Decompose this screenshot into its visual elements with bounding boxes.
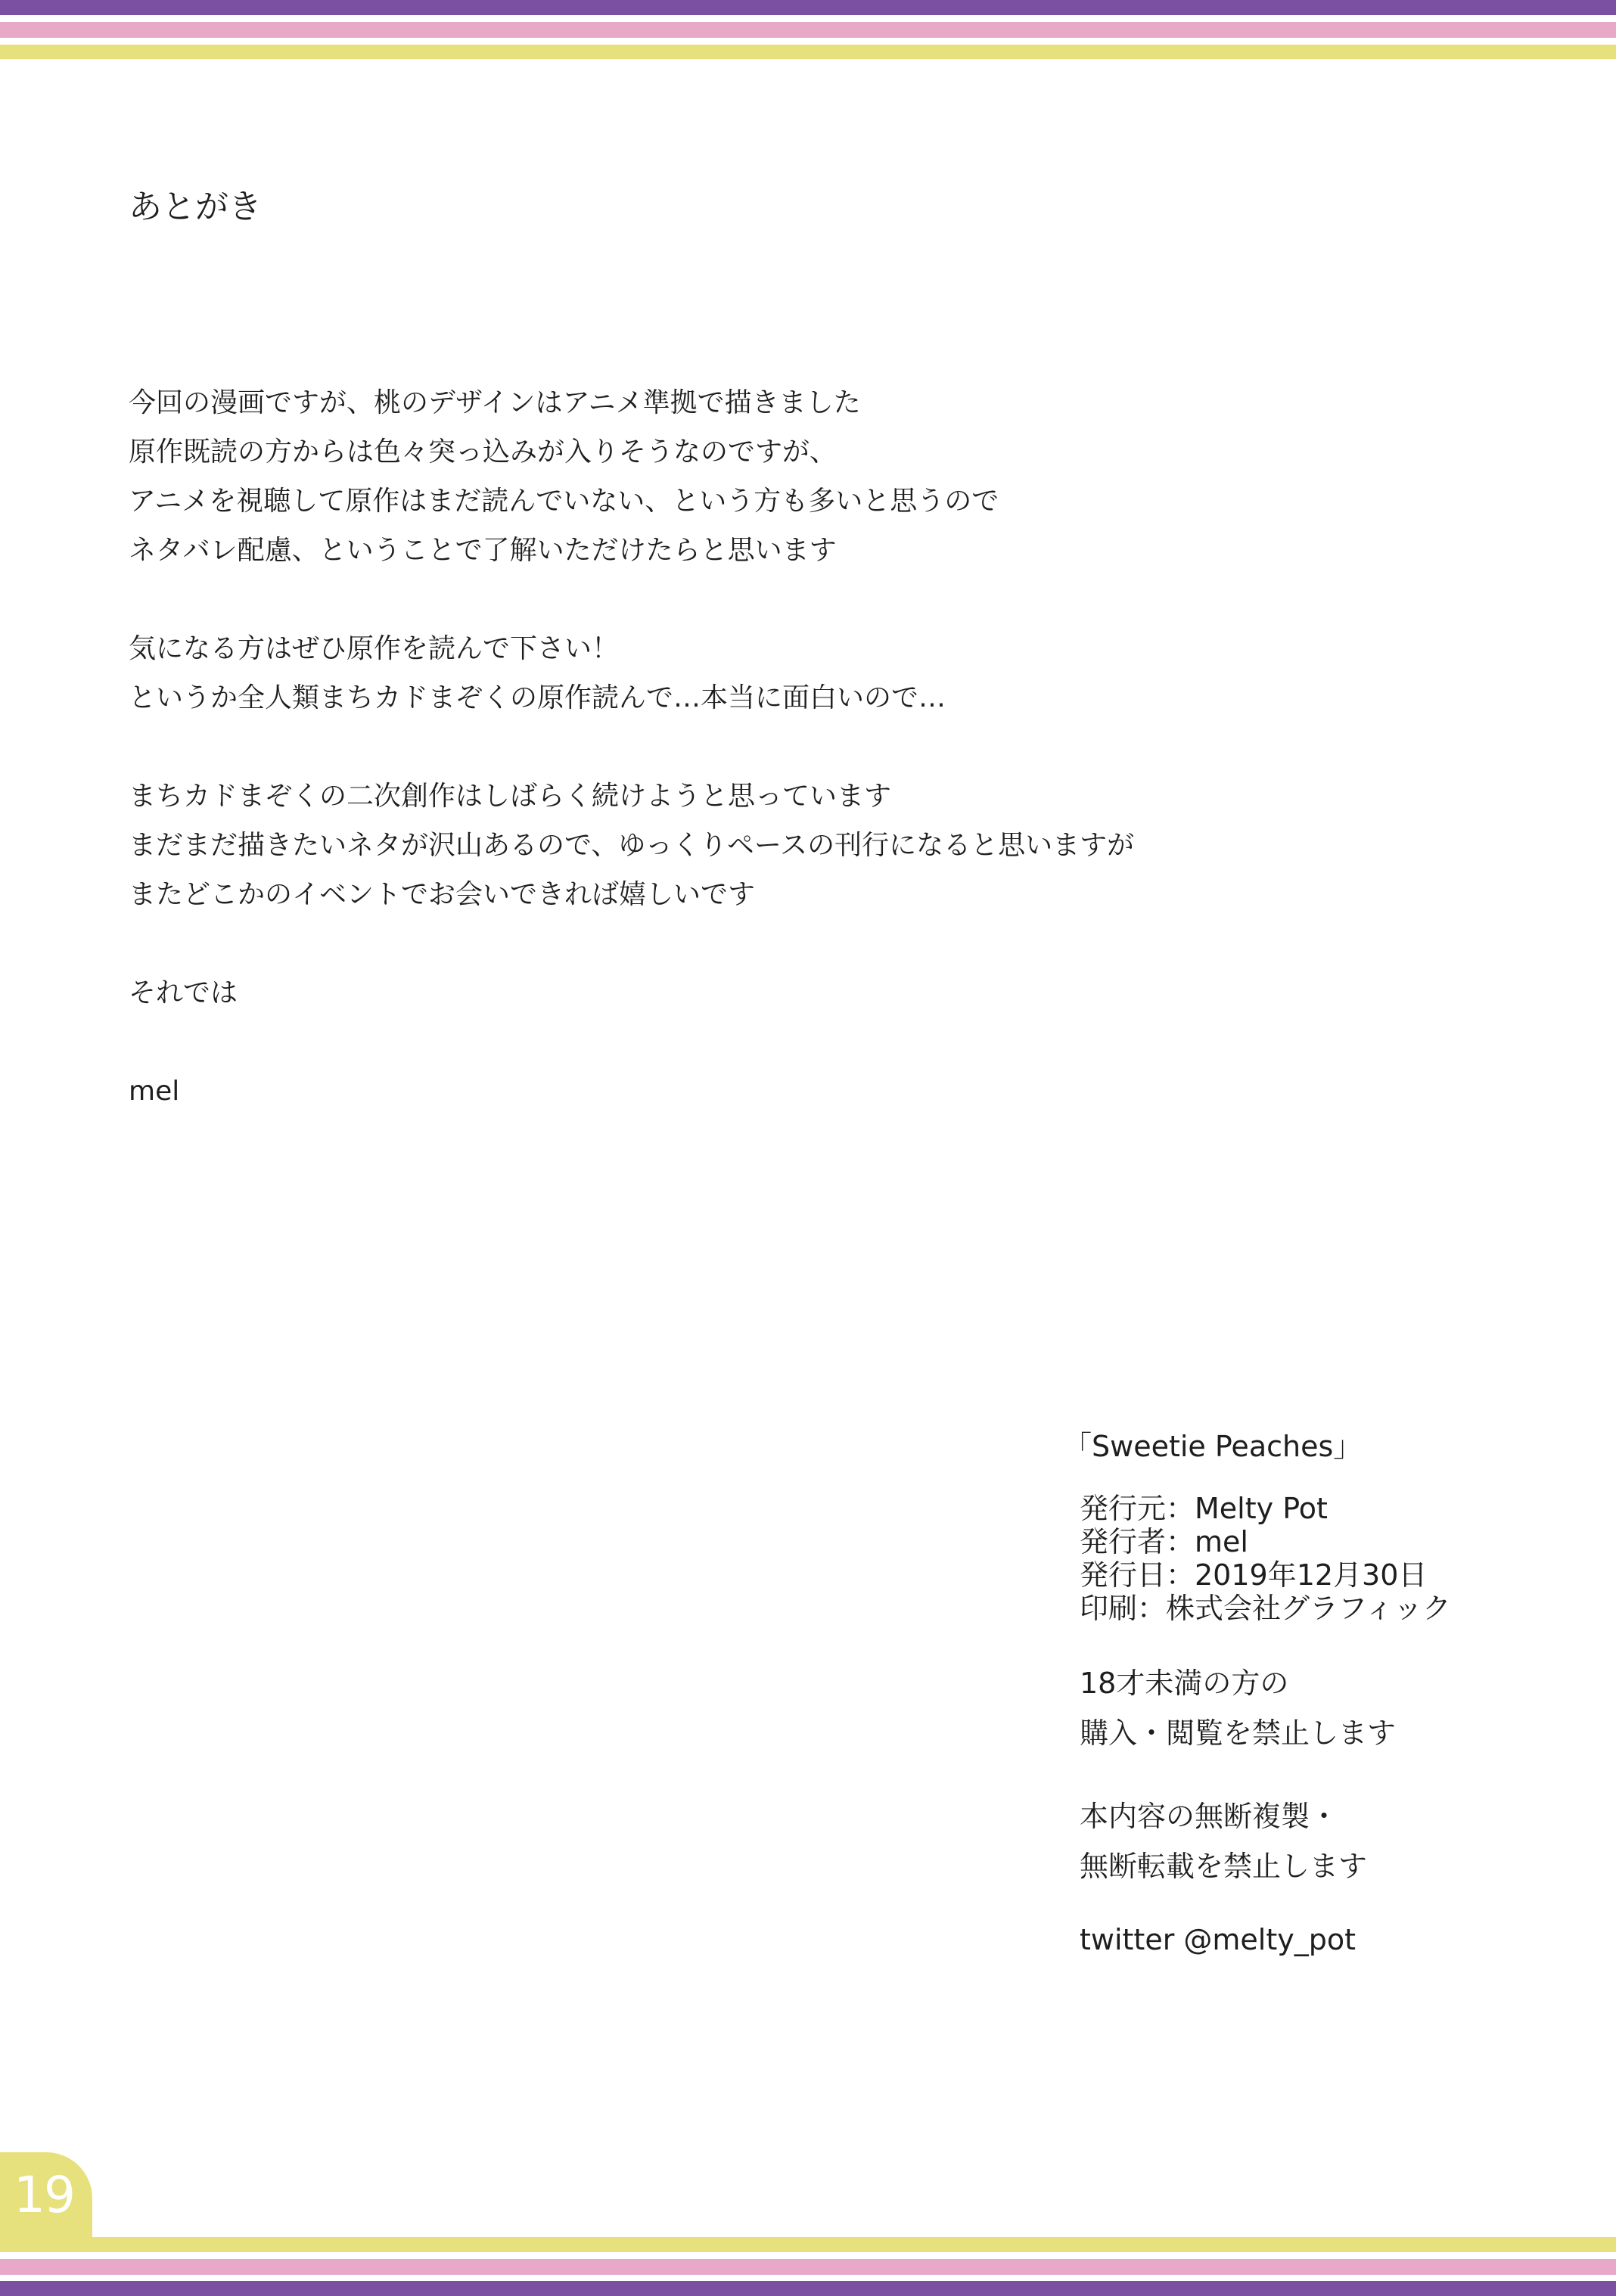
afterword-paragraph <box>129 772 1263 919</box>
notice-line: 本内容の無断複製・ <box>1080 1800 1339 1833</box>
page-number: 19 <box>14 2166 74 2224</box>
closing-line <box>129 968 1263 1018</box>
afterword-paragraph <box>129 378 1263 575</box>
text-line: まだまだ描きたいネタが沢山あるので、ゆっくりペースの刊行になると思いますが <box>129 830 1135 861</box>
author-signature <box>129 1067 1263 1116</box>
text-line: またどこかのイベントでお会いできれば嬉しいです <box>129 879 756 910</box>
copyright-notice <box>1080 1791 1593 1891</box>
text-line: 気になる方はぜひ原作を読んで下さい！ <box>129 633 620 664</box>
text-line: mel <box>129 1076 180 1107</box>
publish-date-line: 発行日：2019年12月30日 <box>1080 1558 1428 1592</box>
text-line: 原作既読の方からは色々突っ込みが入りそうなのですが、 <box>129 437 838 468</box>
afterword-body <box>129 378 1263 1165</box>
notice-line: 18才未満の方の <box>1080 1667 1289 1700</box>
page-number-badge <box>0 2152 92 2245</box>
colophon <box>1063 1430 1593 1956</box>
bottom-yellow-stripe <box>0 2237 1616 2252</box>
text-line: ネタバレ配慮、ということで了解いただけたらと思います <box>129 535 837 566</box>
bottom-purple-stripe <box>0 2281 1616 2296</box>
afterword-title: あとがき <box>129 188 262 226</box>
age-restriction-notice <box>1080 1658 1593 1758</box>
text-line: アニメを視聴して原作はまだ読んでいない、という方も多いと思うので <box>129 486 999 517</box>
notice-line: 無断転載を禁止します <box>1080 1850 1368 1883</box>
notice-line: 購入・閲覧を禁止します <box>1080 1717 1397 1750</box>
top-pink-stripe <box>0 22 1616 38</box>
text-line: 今回の漫画ですが、桃のデザインはアニメ準拠で描きました <box>129 387 861 418</box>
text-line: まちカドまぞくの二次創作はしばらく続けようと思っています <box>129 781 892 812</box>
top-purple-stripe <box>0 0 1616 15</box>
afterword-paragraph <box>129 624 1263 722</box>
printer-line: 印刷：株式会社グラフィック <box>1080 1592 1451 1625</box>
twitter-handle: twitter @melty_pot <box>1080 1923 1357 1956</box>
bottom-pink-stripe <box>0 2259 1616 2275</box>
text-line: それでは <box>129 977 238 1008</box>
issuer-line: 発行者：mel <box>1080 1525 1248 1558</box>
publication-details <box>1080 1492 1593 1625</box>
top-yellow-stripe <box>0 45 1616 59</box>
text-line: というか全人類まちカドまぞくの原作読んで…本当に面白いので… <box>129 682 946 713</box>
publisher-line: 発行元：Melty Pot <box>1080 1492 1328 1525</box>
book-title: 「Sweetie Peaches」 <box>1063 1430 1363 1463</box>
